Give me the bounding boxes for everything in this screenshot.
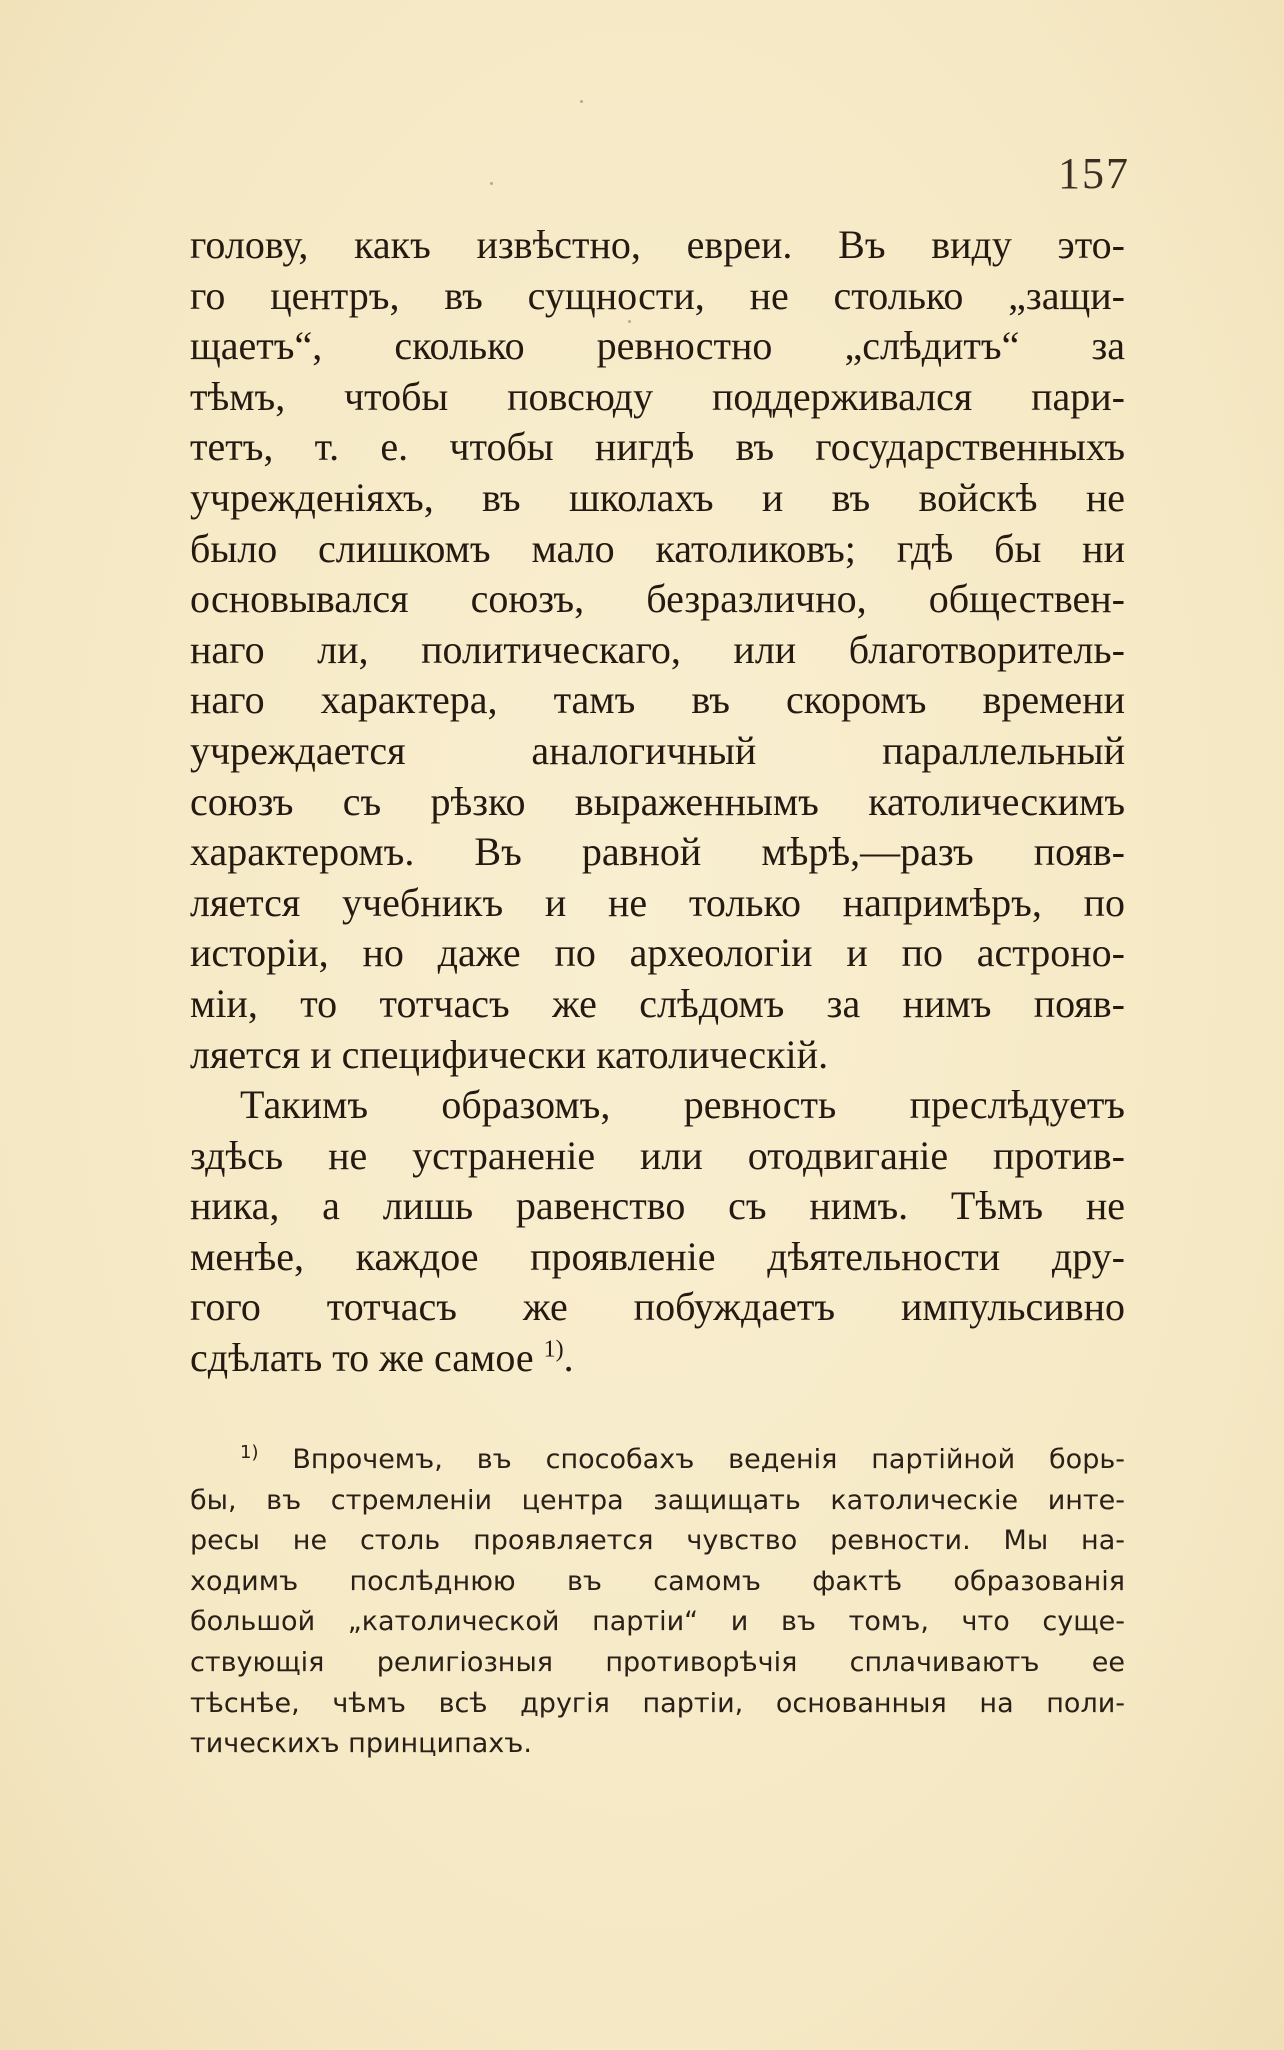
text-line: было слишкомъ мало католиковъ; гдѣ бы ни bbox=[190, 525, 1125, 571]
footnote-first-line-text: Впрочемъ, въ способахъ веденія партійной борь- bbox=[292, 1444, 1125, 1475]
paper-speck bbox=[628, 320, 631, 323]
text-line: исторіи, но даже по археологіи и по астроно- bbox=[190, 930, 1125, 976]
paragraph-start-line: Такимъ образомъ, ревность преслѣдуетъ bbox=[240, 1082, 1125, 1128]
text-line: союзъ съ рѣзко выраженнымъ католическимъ bbox=[190, 778, 1125, 824]
paper-speck bbox=[580, 100, 583, 103]
footnote-line: тическихъ принципахъ. bbox=[190, 1728, 532, 1760]
text-line: щаетъ“, сколько ревностно „слѣдитъ“ за bbox=[190, 323, 1125, 369]
text-line: тѣмъ, чтобы повсюду поддерживался пари- bbox=[190, 373, 1125, 419]
text-line: менѣе, каждое проявленіе дѣятельности дру- bbox=[190, 1233, 1125, 1279]
text-line: тетъ, т. е. чтобы нигдѣ въ государственныхъ bbox=[190, 424, 1125, 470]
text-line: наго характера, тамъ въ скоромъ времени bbox=[190, 677, 1125, 723]
closing-line bbox=[190, 1333, 1125, 1384]
text-line: ляется учебникъ и не только напримѣръ, по bbox=[190, 879, 1125, 925]
footnote-reference[interactable]: 1) bbox=[543, 1336, 564, 1363]
footnote-marker: 1) bbox=[240, 1442, 259, 1463]
body-text bbox=[190, 220, 1125, 1384]
footnote-first-line bbox=[190, 1440, 1125, 1481]
text-line: основывался союзъ, безразлично, обществен- bbox=[190, 576, 1125, 622]
text-line: учрежденіяхъ, въ школахъ и въ войскѣ не bbox=[190, 474, 1125, 520]
paper-speck bbox=[490, 182, 493, 185]
footnote-line: ходимъ послѣднюю въ самомъ фактѣ образованія bbox=[190, 1565, 1125, 1597]
footnote bbox=[190, 1440, 1125, 1765]
footnote-line: ресы не столь проявляется чувство ревности. Мы на- bbox=[190, 1525, 1125, 1557]
text-line: гого тотчасъ же побуждаетъ импульсивно bbox=[190, 1284, 1125, 1330]
text-line: учреждается аналогичный параллельный bbox=[190, 727, 1125, 773]
text-line: міи, то тотчасъ же слѣдомъ за нимъ появ- bbox=[190, 980, 1125, 1026]
page-number: 157 bbox=[1058, 149, 1130, 198]
closing-period: . bbox=[563, 1335, 574, 1381]
text-line: здѣсь не устраненіе или отодвиганіе против- bbox=[190, 1132, 1125, 1178]
footnote-line: бы, въ стремленіи центра защищать католическіе инте- bbox=[190, 1484, 1125, 1516]
footnote-line: ствующія религіозныя противорѣчія сплачиваютъ ее bbox=[190, 1646, 1125, 1678]
text-line: наго ли, политическаго, или благотворитель- bbox=[190, 626, 1125, 672]
text-line: ника, а лишь равенство съ нимъ. Тѣмъ не bbox=[190, 1183, 1125, 1229]
footnote-line: большой „католической партіи“ и въ томъ, что суще- bbox=[190, 1606, 1125, 1638]
text-line: ляется и специфически католическій. bbox=[190, 1031, 829, 1077]
text-line: характеромъ. Въ равной мѣрѣ,—разъ появ- bbox=[190, 829, 1125, 875]
text-line: голову, какъ извѣстно, евреи. Въ виду это- bbox=[190, 222, 1125, 267]
text-line: го центръ, въ сущности, не столько „защи- bbox=[190, 272, 1125, 318]
closing-line-text: сдѣлать то же самое bbox=[190, 1335, 534, 1381]
footnote-line: тѣснѣе, чѣмъ всѣ другія партіи, основанныя на поли- bbox=[190, 1687, 1125, 1719]
